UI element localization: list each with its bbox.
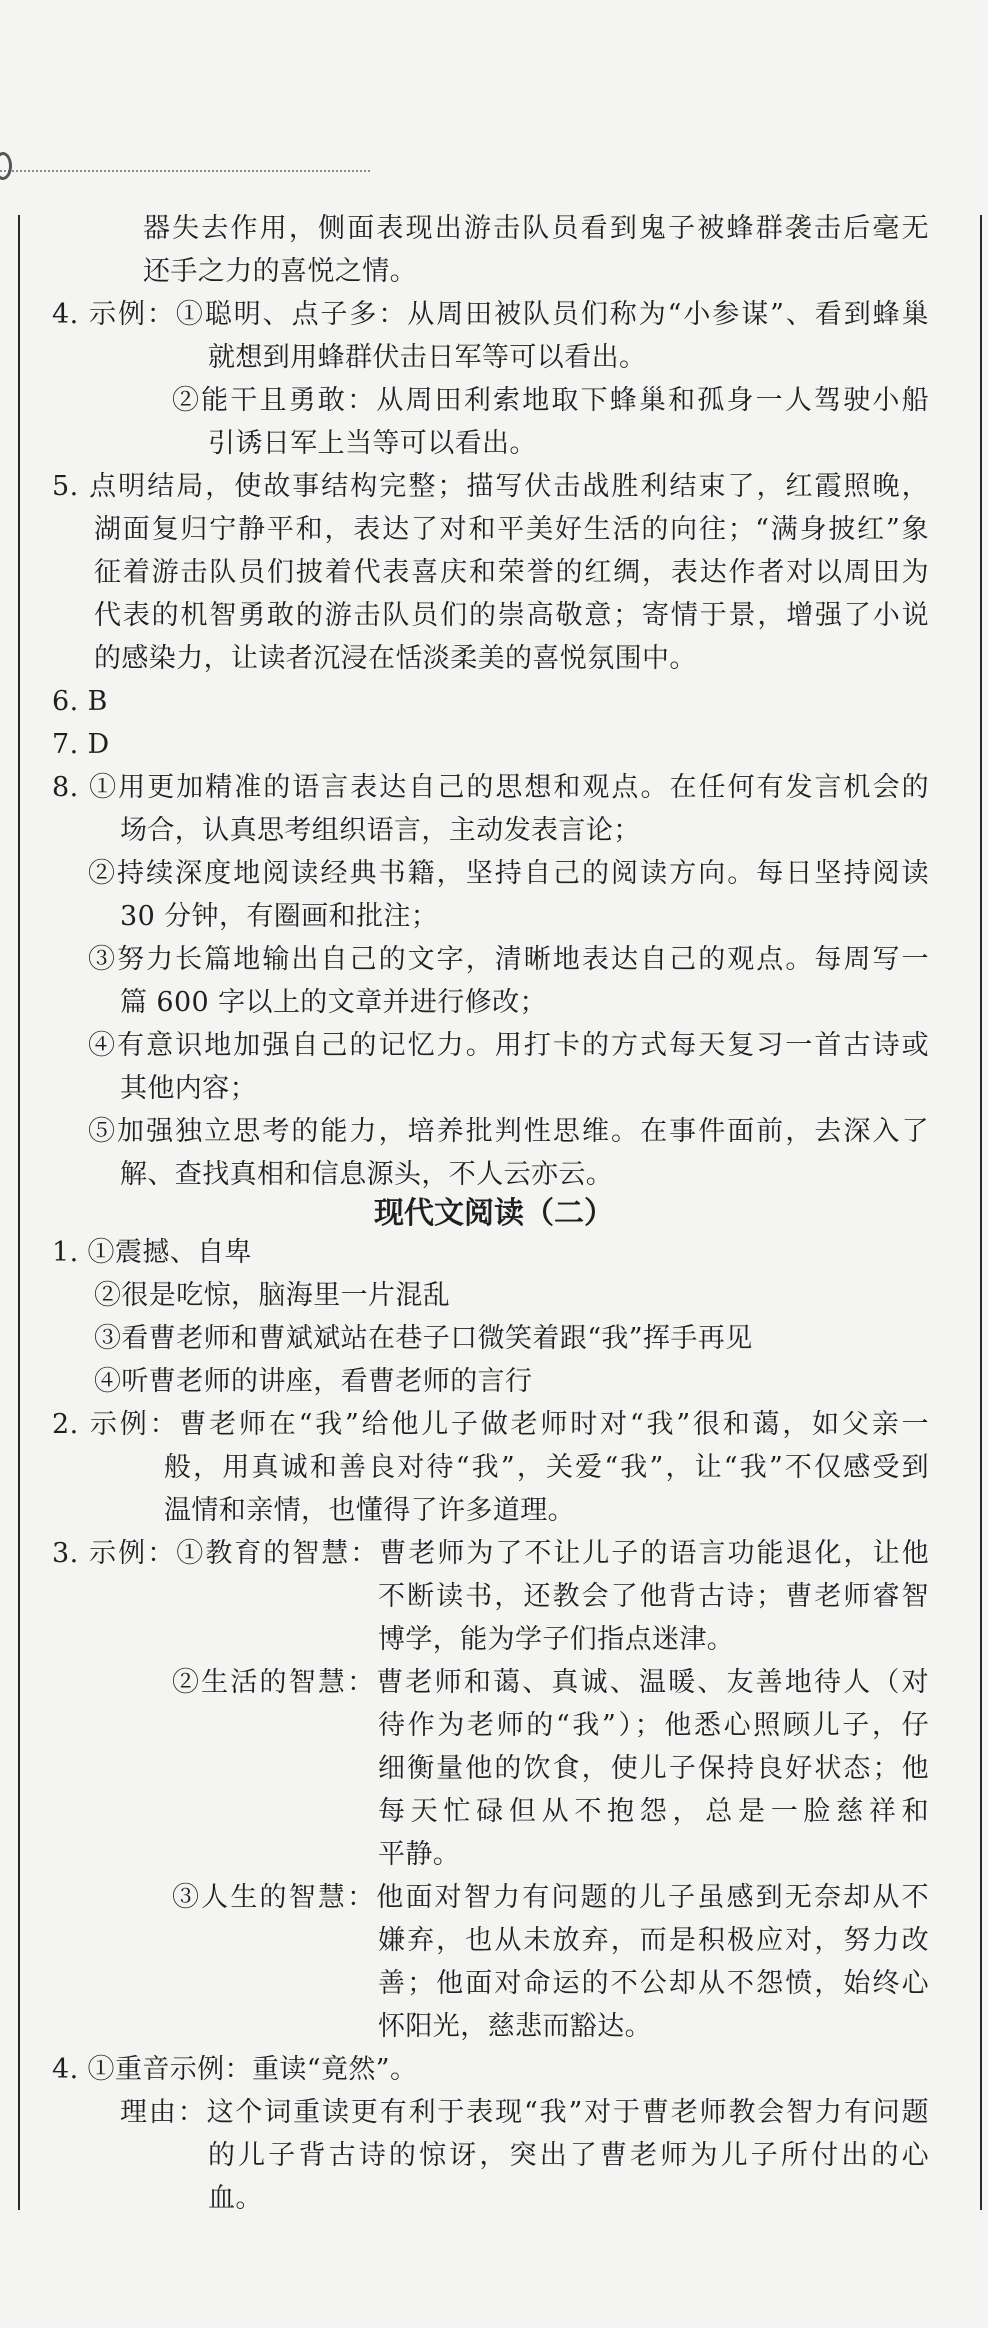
- text-line: 6. B: [52, 686, 108, 717]
- text-line: ④有意识地加强自己的记忆力。用打卡的方式每天复习一首古诗或: [88, 1030, 929, 1061]
- text-line: ③看曹老师和曹斌斌站在巷子口微笑着跟“我”挥手再见: [94, 1323, 753, 1354]
- text-line: 每天忙碌但从不抱怨，总是一脸慈祥和: [378, 1796, 929, 1827]
- text-line: 就想到用蜂群伏击日军等可以看出。: [208, 342, 647, 373]
- text-line: ②生活的智慧：曹老师和蔼、真诚、温暖、友善地待人（对: [172, 1667, 929, 1698]
- text-line: 场合，认真思考组织语言，主动发表言论；: [120, 815, 641, 846]
- text-line: 器失去作用，侧面表现出游击队员看到鬼子被蜂群袭击后毫无: [143, 213, 929, 244]
- text-line: ③努力长篇地输出自己的文字，清晰地表达自己的观点。每周写一: [88, 944, 929, 975]
- text-line: 篇 600 字以上的文章并进行修改；: [120, 987, 547, 1018]
- text-line: 待作为老师的“我”）；他悉心照顾儿子，仔: [378, 1710, 929, 1741]
- text-line: 其他内容；: [120, 1073, 257, 1104]
- text-line: ②持续深度地阅读经典书籍，坚持自己的阅读方向。每日坚持阅读: [88, 858, 929, 889]
- text-line: 2. 示例：曹老师在“我”给他儿子做老师时对“我”很和蔼，如父亲一: [52, 1409, 929, 1440]
- text-line: 不断读书，还教会了他背古诗；曹老师睿智: [378, 1581, 929, 1612]
- text-line: 8. ①用更加精准的语言表达自己的思想和观点。在任何有发言机会的: [52, 772, 929, 803]
- text-line: 1. ①震撼、自卑: [52, 1237, 252, 1268]
- text-line: 博学，能为学子们指点迷津。: [378, 1624, 735, 1655]
- text-line: 30 分钟，有圈画和批注；: [120, 901, 439, 932]
- top-dotted-rule: [0, 170, 370, 172]
- text-line: 嫌弃，也从未放弃，而是积极应对，努力改: [378, 1925, 929, 1956]
- text-line: 血。: [208, 2183, 263, 2214]
- text-line: ③人生的智慧：他面对智力有问题的儿子虽感到无奈却从不: [172, 1882, 929, 1913]
- text-line: 代表的机智勇敢的游击队员们的崇高敬意；寄情于景，增强了小说: [94, 600, 929, 631]
- text-line: 还手之力的喜悦之情。: [143, 256, 417, 287]
- text-line: 般，用真诚和善良对待“我”，关爱“我”，让“我”不仅感受到: [164, 1452, 929, 1483]
- text-line: 引诱日军上当等可以看出。: [208, 428, 537, 459]
- text-line: 理由：这个词重读更有利于表现“我”对于曹老师教会智力有问题: [120, 2097, 929, 2128]
- page-corner-mark: [0, 152, 12, 180]
- text-line: 怀阳光，慈悲而豁达。: [378, 2011, 652, 2042]
- text-line: 7. D: [52, 729, 110, 760]
- text-line: 的感染力，让读者沉浸在恬淡柔美的喜悦氛围中。: [94, 643, 697, 674]
- text-line: 3. 示例：①教育的智慧：曹老师为了不让儿子的语言功能退化，让他: [52, 1538, 929, 1569]
- text-line: 的儿子背古诗的惊讶，突出了曹老师为儿子所付出的心: [208, 2140, 929, 2171]
- text-line: 解、查找真相和信息源头，不人云亦云。: [120, 1159, 614, 1190]
- text-line: 4. 示例：①聪明、点子多：从周田被队员们称为“小参谋”、看到蜂巢: [52, 299, 929, 330]
- text-line: 5. 点明结局，使故事结构完整；描写伏击战胜利结束了，红霞照晚，: [52, 471, 929, 502]
- text-line: 细衡量他的饮食，使儿子保持良好状态；他: [378, 1753, 929, 1784]
- text-line: 温情和亲情，也懂得了许多道理。: [164, 1495, 575, 1526]
- text-line: 平静。: [378, 1839, 461, 1870]
- text-line: ④听曹老师的讲座，看曹老师的言行: [94, 1366, 533, 1397]
- text-line: 善；他面对命运的不公却从不怨愤，始终心: [378, 1968, 929, 1999]
- text-line: 征着游击队员们披着代表喜庆和荣誉的红绸，表达作者对以周田为: [94, 557, 929, 588]
- text-line: ②很是吃惊，脑海里一片混乱: [94, 1280, 451, 1311]
- section-title: 现代文阅读（二）: [374, 1196, 614, 1231]
- text-line: 4. ①重音示例：重读“竟然”。: [52, 2054, 418, 2085]
- text-line: ⑤加强独立思考的能力，培养批判性思维。在事件面前，去深入了: [88, 1116, 929, 1147]
- text-line: 湖面复归宁静平和，表达了对和平美好生活的向往；“满身披红”象: [94, 514, 929, 545]
- text-line: ②能干且勇敢：从周田利索地取下蜂巢和孤身一人驾驶小船: [172, 385, 929, 416]
